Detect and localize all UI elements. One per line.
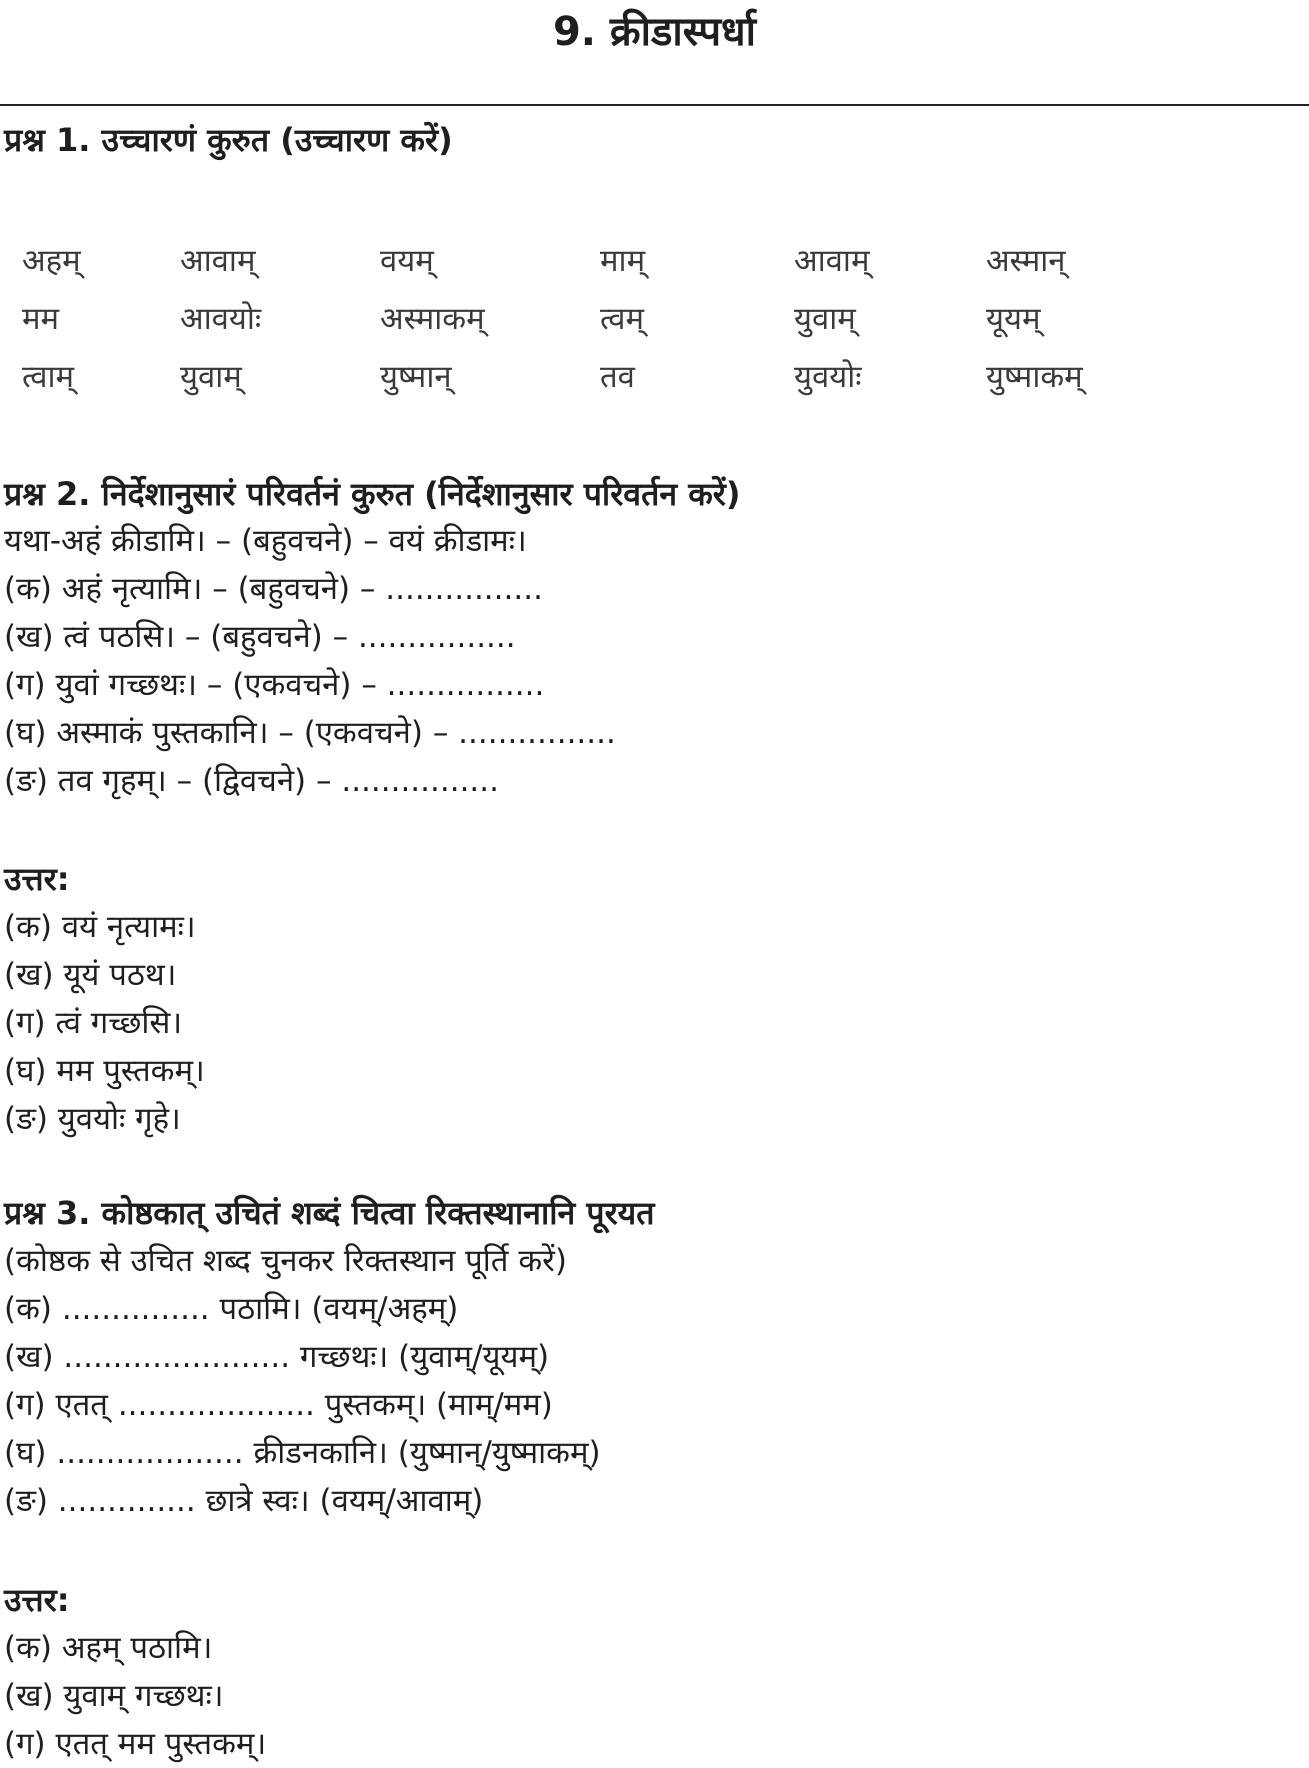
q3-question-line: (ग) एतत् .................... पुस्तकम्। (माम्/मम)	[4, 1387, 553, 1423]
q2-question-line: (क) अहं नृत्यामि। – (बहुवचने) – ................	[4, 571, 543, 607]
word-cell: यूयम्	[986, 301, 1041, 337]
word-cell: अस्माकम्	[380, 301, 485, 337]
word-cell: युष्मान्	[380, 359, 452, 395]
word-cell: माम्	[600, 243, 646, 279]
word-cell: आवयोः	[180, 301, 262, 337]
word-cell: तव	[600, 359, 635, 395]
q3-answer-line: (ग) एतत् मम पुस्तकम्।	[4, 1726, 267, 1762]
page-title: 9. क्रीडास्पर्धा	[552, 9, 757, 55]
word-cell: मम	[22, 301, 60, 337]
word-cell: अस्मान्	[986, 243, 1066, 279]
word-cell: त्वम्	[600, 301, 644, 337]
q2-question-line: (ङ) तव गृहम्। – (द्विवचने) – ................	[4, 763, 499, 799]
word-cell: त्वाम्	[22, 359, 75, 395]
word-cell: आवाम्	[180, 243, 256, 279]
q1-heading: प्रश्न 1. उच्चारणं कुरुत (उच्चारण करें)	[4, 121, 453, 159]
q2-answer-line: (क) वयं नृत्यामः।	[4, 909, 196, 945]
q3-answer-line: (क) अहम् पठामि।	[4, 1630, 213, 1666]
q2-example-line: यथा-अहं क्रीडामि। – (बहुवचने) – वयं क्रीडामः।	[4, 523, 527, 559]
q2-heading: प्रश्न 2. निर्देशानुसारं परिवर्तनं कुरुत (निर्देशानुसार परिवर्तन करें)	[4, 475, 741, 513]
q3-answer-line: (ख) युवाम् गच्छथः।	[4, 1678, 224, 1714]
q2-answer-line: (घ) मम पुस्तकम्।	[4, 1053, 205, 1089]
word-cell: आवाम्	[794, 243, 870, 279]
q3-answer-label: उत्तर:	[4, 1581, 70, 1619]
word-cell: अहम्	[22, 243, 81, 279]
word-cell: युवाम्	[180, 359, 242, 395]
q2-answer-line: (ग) त्वं गच्छसि।	[4, 1005, 183, 1041]
q2-answer-label: उत्तर:	[4, 860, 70, 898]
q3-question-line: (ङ) .............. छात्रे स्वः। (वयम्/आवाम्)	[4, 1483, 484, 1519]
q3-subtitle-line: (कोष्ठक से उचित शब्द चुनकर रिक्तस्थान पूर्ति करें)	[4, 1243, 567, 1279]
q2-answer-line: (ख) यूयं पठथ।	[4, 957, 177, 993]
q3-question-line: (क) ............... पठामि। (वयम्/अहम्)	[4, 1291, 459, 1327]
q3-question-line: (ख) ....................... गच्छथः। (युवाम्/यूयम्)	[4, 1339, 550, 1375]
word-cell: युवाम्	[794, 301, 856, 337]
q2-question-line: (ख) त्वं पठसि। – (बहुवचने) – ................	[4, 619, 516, 655]
word-cell: युवयोः	[794, 359, 862, 395]
word-cell: वयम्	[380, 243, 434, 279]
q2-answer-line: (ङ) युवयोः गृहे।	[4, 1101, 181, 1137]
word-cell: युष्माकम्	[986, 359, 1083, 395]
q3-heading: प्रश्न 3. कोष्ठकात् उचितं शब्दं चित्वा रिक्तस्थानानि पूरयत	[4, 1194, 655, 1232]
q2-question-line: (ग) युवां गच्छथः। – (एकवचने) – ................	[4, 667, 545, 703]
q2-question-line: (घ) अस्माकं पुस्तकानि। – (एकवचने) – ................	[4, 715, 616, 751]
q3-question-line: (घ) ................... क्रीडनकानि। (युष्मान्/युष्माकम्)	[4, 1435, 601, 1471]
title-divider	[0, 104, 1309, 106]
